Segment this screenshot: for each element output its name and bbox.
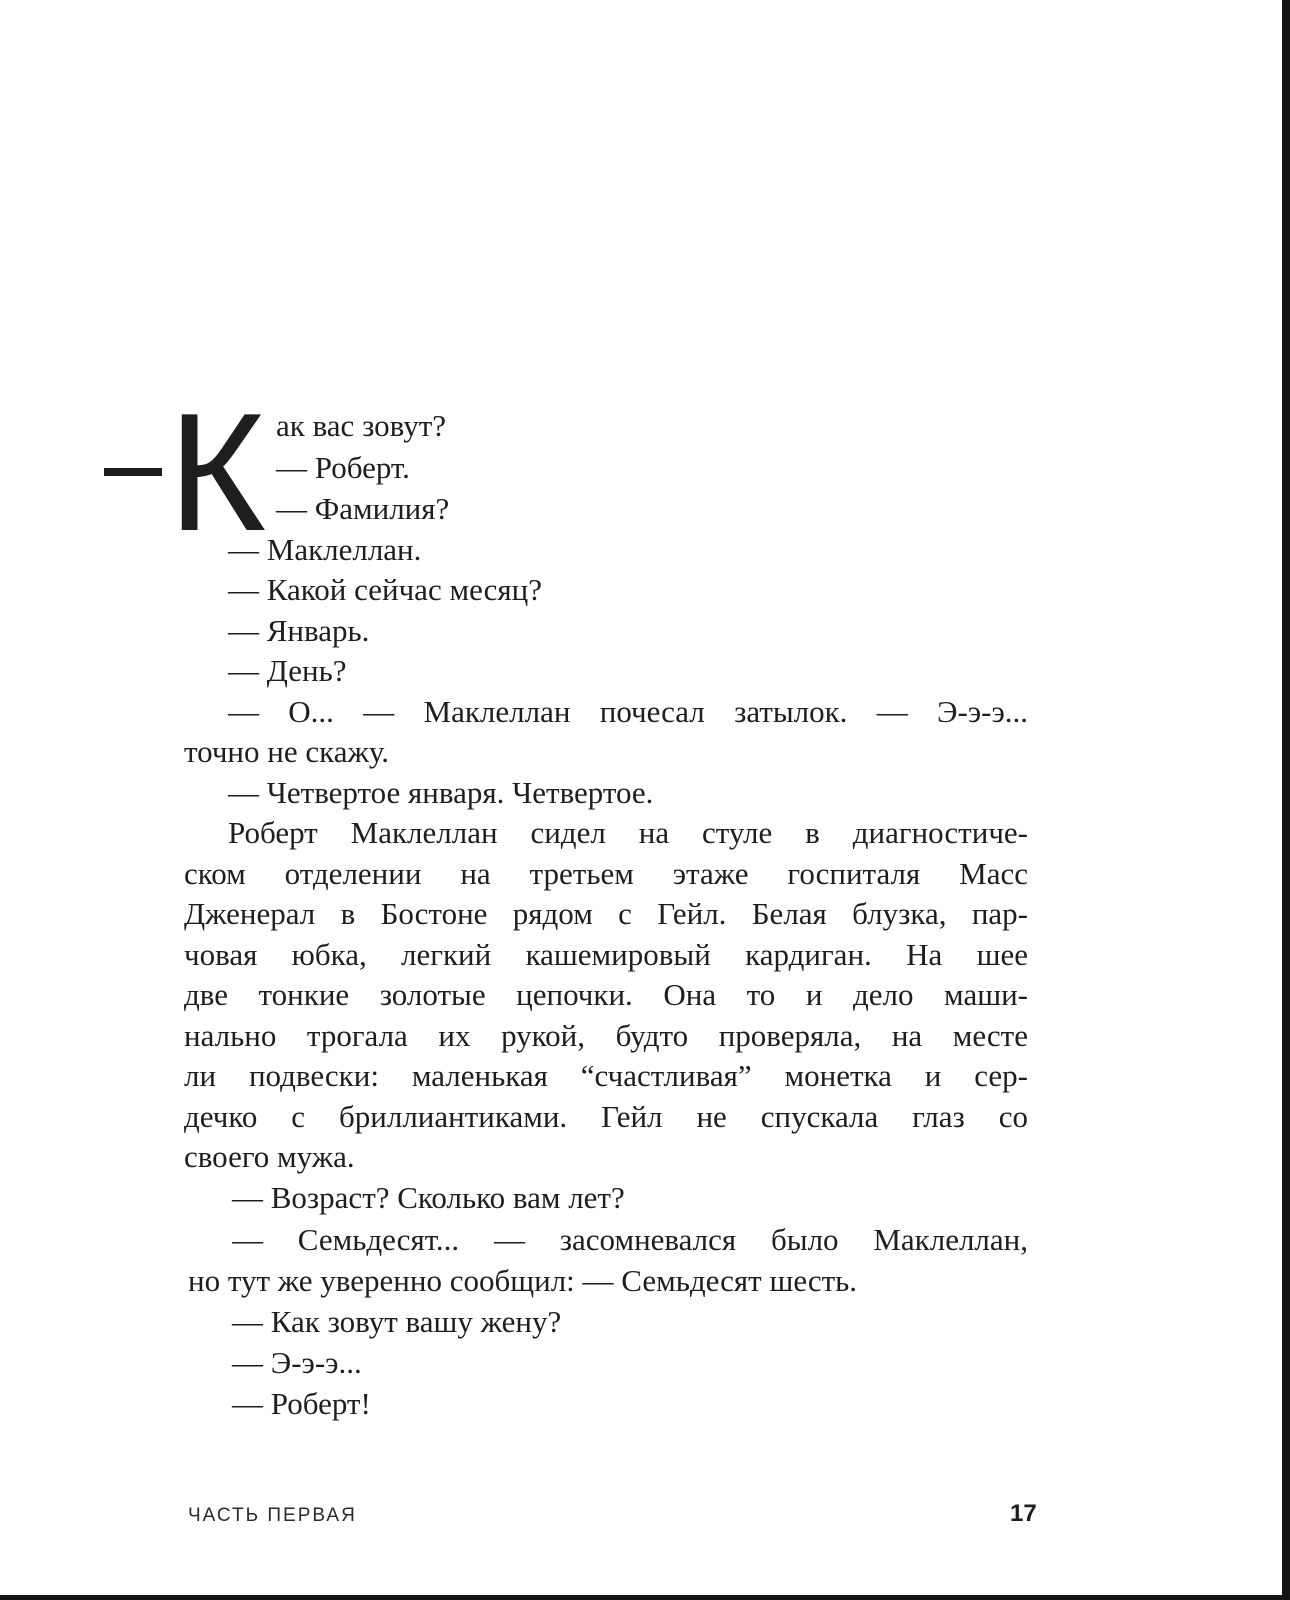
paragraph-line: Дженерал в Бостоне рядом с Гейл. Белая блузка, пар- (184, 896, 1028, 931)
page-edge-shadow (0, 1595, 1290, 1600)
text-line: — Четвертое января. Четвертое. (228, 775, 654, 810)
paragraph-line: ском отделении на третьем этаже госпиталя Масс (184, 856, 1028, 891)
dropcap-letter: К (168, 378, 266, 566)
text-line: — Фамилия? (276, 491, 450, 526)
text-line: — Возраст? Сколько вам лет? (232, 1180, 625, 1215)
text-line: — Семьдесят... — засомневался было Маклеллан, (232, 1222, 1028, 1257)
page-edge-shadow (1282, 0, 1290, 1600)
text-line: — Роберт! (232, 1386, 371, 1421)
text-line: ак вас зовут? (276, 408, 447, 443)
text-line: точно не скажу. (184, 734, 390, 769)
dropcap-dash (104, 468, 162, 476)
paragraph-line: нально трогала их рукой, будто проверяла, на месте (184, 1018, 1028, 1053)
paragraph-line: човая юбка, легкий кашемировый кардиган. На шее (184, 937, 1028, 972)
text-line: но тут же уверенно сообщил: — Семьдесят шесть. (188, 1263, 858, 1298)
paragraph-line: Роберт Маклеллан сидел на стуле в диагностиче- (228, 815, 1028, 850)
text-line: — Какой сейчас месяц? (228, 572, 542, 607)
paragraph-line: ли подвески: маленькая “счастливая” монетка и сер- (184, 1058, 1028, 1093)
running-footer-section: ЧАСТЬ ПЕРВАЯ (188, 1505, 357, 1526)
text-line: — Э-э-э... (232, 1345, 362, 1380)
paragraph-line: две тонкие золотые цепочки. Она то и дело маши- (184, 977, 1028, 1012)
text-line: — Маклеллан. (228, 532, 422, 567)
text-line: — День? (228, 653, 347, 688)
text-line: — Как зовут вашу жену? (232, 1304, 562, 1339)
paragraph-line: дечко с бриллиантиками. Гейл не спускала глаз со (184, 1099, 1028, 1134)
text-line: — Роберт. (276, 450, 410, 485)
page-number: 17 (1010, 1500, 1037, 1527)
paragraph-line: своего мужа. (184, 1139, 355, 1174)
text-line: — Январь. (228, 613, 370, 648)
text-line: — О... — Маклеллан почесал затылок. — Э-э-э... (228, 694, 1028, 729)
